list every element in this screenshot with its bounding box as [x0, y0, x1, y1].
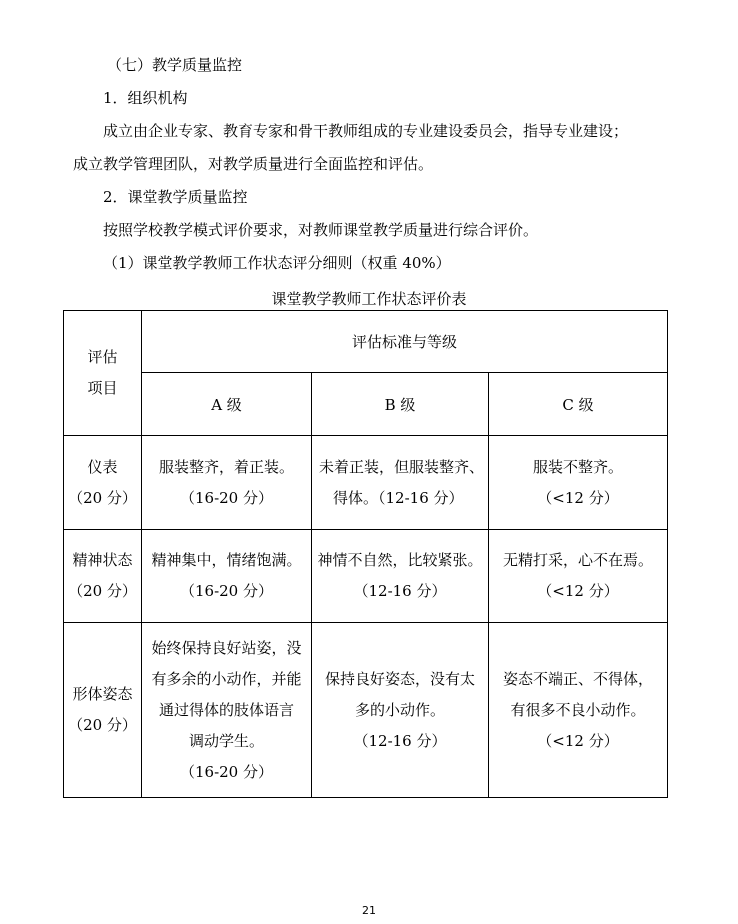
cell-score: （16-20 分） — [179, 488, 273, 507]
row-item-name: 仪表 — [87, 457, 118, 476]
evaluation-table — [63, 310, 668, 798]
table-header-row — [64, 311, 668, 373]
list-item-scoring-rules: （1）课堂教学教师工作状态评分细则（权重 40%） — [103, 254, 451, 272]
grade-c-cell — [489, 436, 668, 530]
header-evaluation-standard: 评估标准与等级 — [142, 311, 668, 373]
cell-text: 无精打采，心不在焉。 — [503, 551, 654, 569]
cell-text: 精神集中，情绪饱满。 — [151, 551, 302, 569]
cell-text: 通过得体的肢体语言 — [158, 700, 294, 719]
cell-text: 服装不整齐。 — [533, 457, 624, 476]
grade-c-header: C 级 — [489, 373, 668, 436]
cell-text: 多的小动作。 — [354, 700, 445, 719]
cell-score: （<12 分） — [537, 731, 619, 750]
header-evaluation-item — [64, 311, 142, 436]
cell-text: 有很多不良小动作。 — [510, 700, 646, 719]
grade-b-cell — [312, 530, 489, 623]
paragraph-organization-line-2: 成立教学管理团队，对教学质量进行全面监控和评估。 — [73, 155, 434, 173]
row-item-posture — [64, 623, 142, 798]
row-item-points: （20 分） — [68, 716, 137, 734]
row-item-name: 形体姿态 — [72, 685, 133, 703]
cell-score: （<12 分） — [537, 582, 619, 600]
cell-text: 未着正装，但服装整齐、 — [319, 457, 485, 476]
cell-text: 神情不自然，比较紧张。 — [317, 551, 483, 569]
row-item-points: （20 分） — [68, 488, 137, 507]
cell-text: 服装整齐，着正装。 — [158, 457, 294, 476]
cell-text: 始终保持良好站姿，没 — [151, 638, 302, 657]
grade-a-cell — [142, 530, 312, 623]
grade-c-cell — [489, 623, 668, 798]
grade-b-header: B 级 — [312, 373, 489, 436]
table-caption: 课堂教学教师工作状态评价表 — [271, 290, 467, 308]
cell-text: 姿态不端正、不得体， — [503, 669, 654, 688]
paragraph-organization-line-1: 成立由企业专家、教育专家和骨干教师组成的专业建设委员会，指导专业建设； — [103, 122, 629, 140]
cell-score: （12-16 分） — [353, 731, 447, 750]
grade-c-cell — [489, 530, 668, 623]
row-item-points: （20 分） — [68, 582, 137, 600]
header-item-line: 项目 — [87, 379, 118, 397]
row-item-spirit — [64, 530, 142, 623]
cell-text: 保持良好姿态，没有太 — [324, 669, 475, 688]
header-item-line: 评估 — [87, 348, 118, 366]
table-grade-row — [64, 373, 668, 436]
cell-score: （16-20 分） — [179, 582, 273, 600]
grade-a-header: A 级 — [142, 373, 312, 436]
subheading-classroom-monitoring: 2．课堂教学质量监控 — [103, 188, 248, 206]
page-number: 21 — [362, 904, 376, 917]
paragraph-classroom-monitoring: 按照学校教学模式评价要求，对教师课堂教学质量进行综合评价。 — [103, 221, 539, 239]
row-item-appearance — [64, 436, 142, 530]
grade-a-cell — [142, 623, 312, 798]
table-row — [64, 530, 668, 623]
cell-score: （16-20 分） — [179, 762, 273, 781]
cell-score: （<12 分） — [537, 488, 619, 507]
cell-text: 有多余的小动作，并能 — [151, 669, 302, 688]
table-row — [64, 436, 668, 530]
table-row — [64, 623, 668, 798]
row-item-name: 精神状态 — [72, 551, 133, 569]
subheading-organization: 1．组织机构 — [103, 89, 188, 107]
grade-b-cell — [312, 623, 489, 798]
cell-text: 得体。（12-16 分） — [333, 488, 464, 507]
grade-a-cell — [142, 436, 312, 530]
cell-text: 调动学生。 — [188, 731, 264, 750]
section-heading: （七）教学质量监控 — [107, 56, 243, 74]
grade-b-cell — [312, 436, 489, 530]
cell-score: （12-16 分） — [353, 582, 447, 600]
